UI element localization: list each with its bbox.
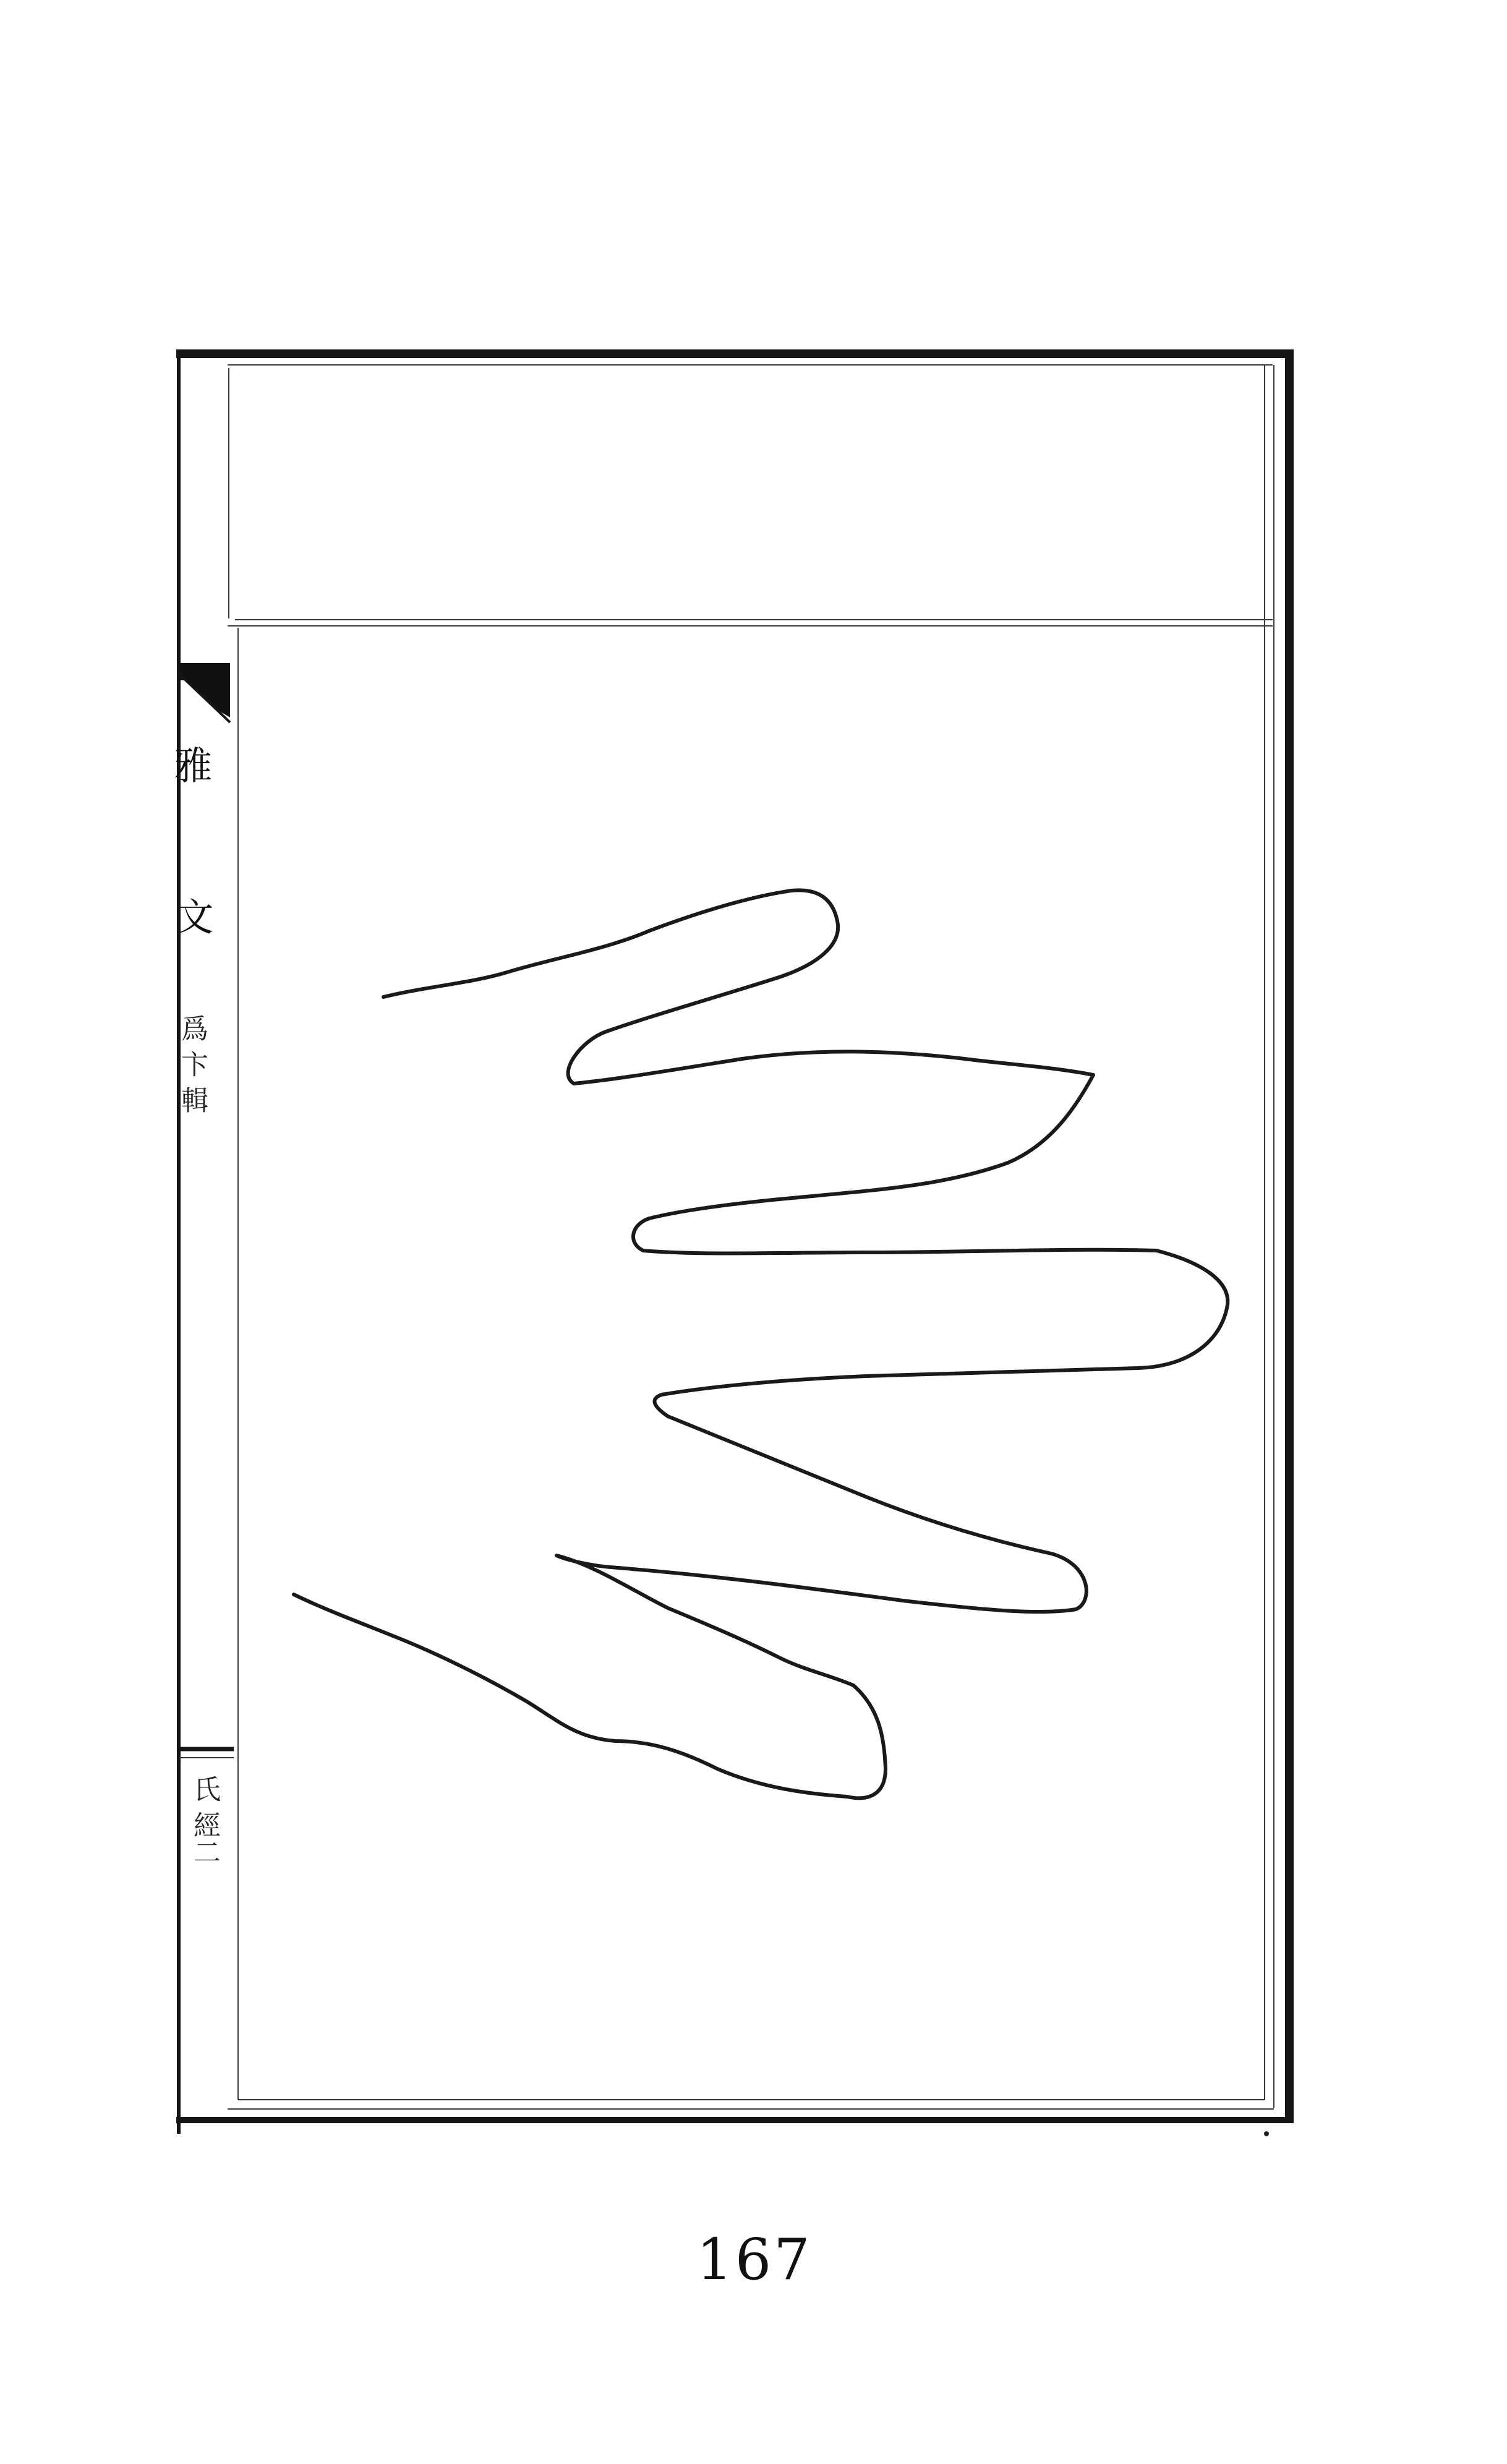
page-number: 167: [696, 2227, 813, 2293]
ink-speck: [1264, 2131, 1269, 2136]
hand-outline-drawing: [294, 890, 1227, 1798]
margin-chars-4: 氏 經二: [189, 1775, 220, 1865]
margin-char-1: 雅: [168, 745, 213, 789]
margin-column: [179, 663, 234, 1758]
margin-char-2: 文: [169, 897, 214, 940]
fish-tail-mark: [179, 663, 230, 717]
margin-chars-3: 爲 卞 輯: [176, 1014, 208, 1113]
inner-frame: [228, 365, 1274, 2109]
page-frame: [176, 349, 1294, 2134]
